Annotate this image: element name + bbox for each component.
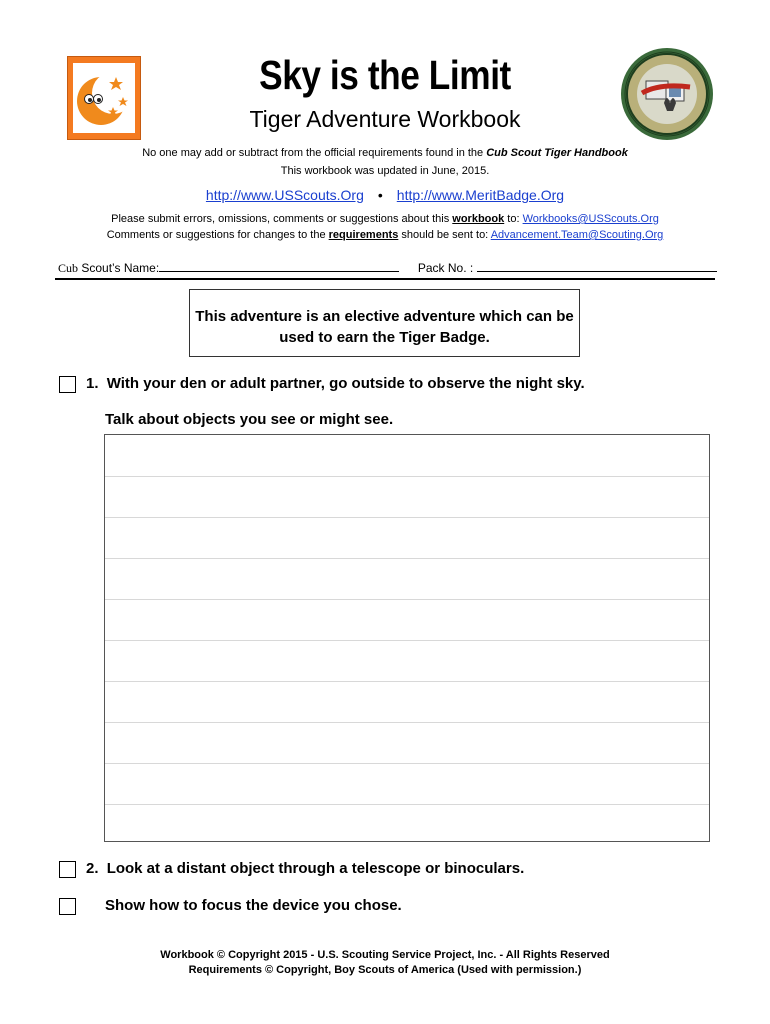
submit-bold-word: workbook — [452, 213, 505, 225]
updated-note: This workbook was updated in June, 2015. — [280, 165, 490, 177]
requirement-2-text: Look at a distant object through a telescope or binoculars. — [106, 860, 525, 877]
advancement-email-link[interactable]: Advancement.Team@Scouting.Org — [490, 229, 664, 241]
submit-text-mid: to: — [504, 213, 523, 225]
answer-line — [105, 681, 709, 682]
answer-line — [105, 763, 709, 764]
footer-copyright-requirements: Requirements © Copyright, Boy Scouts of America (Used with permission.) — [188, 964, 582, 976]
meritbadge-link[interactable]: http://www.MeritBadge.Org — [396, 187, 565, 203]
submit-errors-line — [0, 213, 770, 225]
usscouts-link[interactable]: http://www.USScouts.Org — [205, 187, 364, 203]
requirement-1-checkbox[interactable] — [59, 376, 76, 393]
pack-number-label: Pack No. : — [417, 261, 474, 275]
submit2-text-mid: should be sent to: — [398, 229, 491, 241]
cub-word: Cub — [58, 261, 79, 275]
note-text: No one may add or subtract from the official requirements found in the — [142, 147, 487, 159]
scout-name-label: Scout’s Name: — [78, 261, 160, 275]
workbooks-email-link[interactable]: Workbooks@USScouts.Org — [522, 213, 659, 225]
answer-line — [105, 640, 709, 641]
requirement-2b-checkbox[interactable] — [59, 898, 76, 915]
link-separator: • — [377, 187, 383, 203]
requirement-2b-text: Show how to focus the device you chose. — [105, 897, 402, 914]
footer-copyright-workbook: Workbook © Copyright 2015 - U.S. Scouting Service Project, Inc. - All Rights Reserved — [160, 949, 610, 961]
page-title: Sky is the Limit — [259, 52, 511, 98]
page-subtitle: Tiger Adventure Workbook — [249, 106, 521, 132]
requirement-2-checkbox[interactable] — [59, 861, 76, 878]
answer-line — [105, 722, 709, 723]
elective-line-1: This adventure is an elective adventure which can be — [195, 308, 574, 325]
scout-info-row — [58, 259, 717, 276]
submit2-text: Comments or suggestions for changes to the — [106, 229, 329, 241]
submit2-bold-word: requirements — [328, 229, 399, 241]
requirement-1 — [86, 375, 585, 392]
answer-box[interactable] — [104, 434, 710, 842]
scout-name-field[interactable] — [159, 259, 399, 272]
elective-line-2: used to earn the Tiger Badge. — [279, 329, 490, 346]
requirement-2-number: 2. — [86, 860, 99, 877]
answer-line — [105, 558, 709, 559]
answer-line — [105, 599, 709, 600]
requirement-2 — [86, 860, 524, 877]
elective-notice-box — [189, 289, 580, 357]
handbook-title: Cub Scout Tiger Handbook — [486, 147, 628, 159]
submit-requirements-line — [0, 229, 770, 241]
requirement-1-number: 1. — [86, 375, 99, 392]
answer-line — [105, 517, 709, 518]
official-requirements-note — [0, 147, 770, 159]
header-divider — [55, 278, 715, 280]
answer-line — [105, 476, 709, 477]
answer-line — [105, 804, 709, 805]
submit-text: Please submit errors, omissions, comments or suggestions about this — [111, 213, 453, 225]
pack-number-field[interactable] — [477, 259, 717, 272]
requirement-1-text: With your den or adult partner, go outside to observe the night sky. — [106, 375, 585, 392]
requirement-1-subtext: Talk about objects you see or might see. — [105, 411, 394, 428]
links-row — [0, 187, 770, 203]
